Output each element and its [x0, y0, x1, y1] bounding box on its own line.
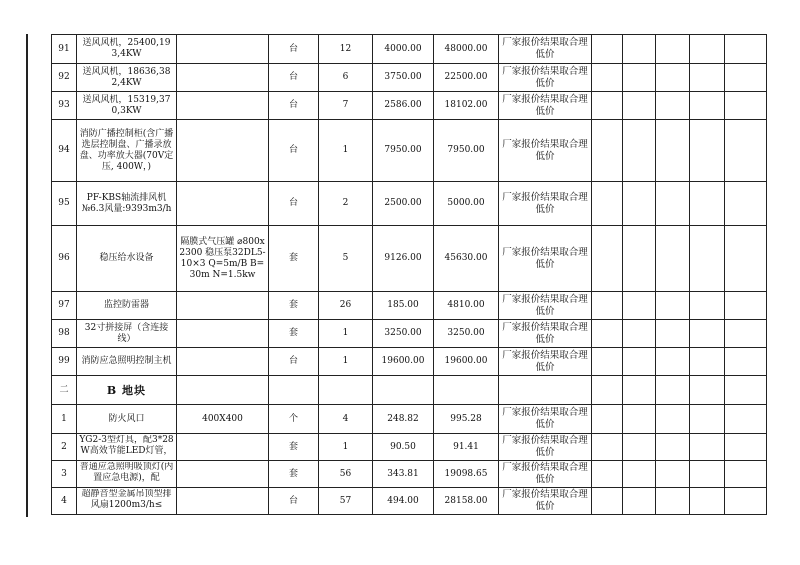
item-qty: 1 [319, 120, 373, 182]
left-margin-rule [26, 34, 28, 517]
item-total: 18102.00 [434, 92, 499, 120]
table-row [52, 226, 767, 292]
table-row [52, 182, 767, 226]
item-remark: 厂家报价结果取合理低价 [499, 434, 592, 461]
table-row [52, 120, 767, 182]
item-total: 3250.00 [434, 320, 499, 348]
item-qty: 4 [319, 405, 373, 434]
item-total: 28158.00 [434, 488, 499, 515]
item-name: 送风风机，15319,370,3KW [77, 92, 177, 120]
item-spec [177, 488, 269, 515]
item-price: 248.82 [373, 405, 434, 434]
item-price: 2586.00 [373, 92, 434, 120]
row-number: 3 [52, 461, 77, 488]
item-remark: 厂家报价结果取合理低价 [499, 35, 592, 64]
table-row [52, 320, 767, 348]
item-name [77, 488, 177, 515]
table-row [52, 35, 767, 64]
item-price: 7950.00 [373, 120, 434, 182]
item-price: 3250.00 [373, 320, 434, 348]
item-name-text: 普通应急照明吸顶灯(内置应急电源)，配 [79, 462, 174, 483]
item-remark: 厂家报价结果取合理低价 [499, 348, 592, 376]
item-unit: 套 [269, 226, 319, 292]
item-name: 32寸拼接屏（含连接线） [77, 320, 177, 348]
item-qty: 1 [319, 320, 373, 348]
item-total: 5000.00 [434, 182, 499, 226]
table-row [52, 434, 767, 461]
row-number: 2 [52, 434, 77, 461]
item-name: 送风风机，25400,193,4KW [77, 35, 177, 64]
item-remark: 厂家报价结果取合理低价 [499, 120, 592, 182]
item-name: 防火风口 [77, 405, 177, 434]
table-row [52, 405, 767, 434]
row-number: 91 [52, 35, 77, 64]
item-name-text: 超静音型金属吊顶型排风扇1200m3/h≤ [81, 489, 172, 510]
table-row [52, 64, 767, 92]
section-number: 二 [52, 376, 77, 405]
item-price: 90.50 [373, 434, 434, 461]
item-price: 3750.00 [373, 64, 434, 92]
item-name-text: YG2-3型灯具，配3*28W高效节能LED灯管， [79, 435, 174, 456]
item-qty: 1 [319, 348, 373, 376]
row-number: 94 [52, 120, 77, 182]
item-price: 9126.00 [373, 226, 434, 292]
item-name [77, 461, 177, 488]
item-name: PF-KBS轴流排风机№6.3风量:9393m3/h [77, 182, 177, 226]
item-unit: 台 [269, 92, 319, 120]
item-remark: 厂家报价结果取合理低价 [499, 226, 592, 292]
item-name [77, 434, 177, 461]
table-row [52, 488, 767, 515]
item-name: 监控防雷器 [77, 292, 177, 320]
item-unit: 套 [269, 461, 319, 488]
item-qty: 1 [319, 434, 373, 461]
item-remark: 厂家报价结果取合理低价 [499, 92, 592, 120]
item-qty: 26 [319, 292, 373, 320]
item-remark: 厂家报价结果取合理低价 [499, 182, 592, 226]
item-name: 稳压给水设备 [77, 226, 177, 292]
item-qty: 12 [319, 35, 373, 64]
item-remark: 厂家报价结果取合理低价 [499, 64, 592, 92]
item-total: 91.41 [434, 434, 499, 461]
row-number: 93 [52, 92, 77, 120]
item-spec [177, 64, 269, 92]
item-spec: 400X400 [177, 405, 269, 434]
item-spec [177, 320, 269, 348]
item-spec [177, 92, 269, 120]
table-row [52, 292, 767, 320]
quotation-table [51, 34, 767, 515]
item-spec: 隔膜式气压罐 ⌀800x2300 稳压泵32DL5-10×3 Q=5m/B B=30m N=1.5kw [177, 226, 269, 292]
row-number: 95 [52, 182, 77, 226]
item-remark: 厂家报价结果取合理低价 [499, 461, 592, 488]
item-spec [177, 434, 269, 461]
row-number: 4 [52, 488, 77, 515]
item-qty: 2 [319, 182, 373, 226]
item-unit: 套 [269, 292, 319, 320]
item-spec [177, 348, 269, 376]
item-remark: 厂家报价结果取合理低价 [499, 488, 592, 515]
item-unit: 台 [269, 488, 319, 515]
item-total: 4810.00 [434, 292, 499, 320]
item-spec [177, 182, 269, 226]
item-price: 343.81 [373, 461, 434, 488]
item-qty: 5 [319, 226, 373, 292]
item-unit: 个 [269, 405, 319, 434]
item-qty: 7 [319, 92, 373, 120]
item-price: 185.00 [373, 292, 434, 320]
row-number: 92 [52, 64, 77, 92]
row-number: 97 [52, 292, 77, 320]
item-spec [177, 461, 269, 488]
item-total: 7950.00 [434, 120, 499, 182]
row-number: 98 [52, 320, 77, 348]
item-price: 4000.00 [373, 35, 434, 64]
item-remark: 厂家报价结果取合理低价 [499, 405, 592, 434]
row-number: 96 [52, 226, 77, 292]
item-unit: 套 [269, 320, 319, 348]
item-qty: 6 [319, 64, 373, 92]
table-row [52, 92, 767, 120]
item-price: 2500.00 [373, 182, 434, 226]
item-qty: 56 [319, 461, 373, 488]
item-unit: 台 [269, 348, 319, 376]
item-unit: 台 [269, 182, 319, 226]
item-remark: 厂家报价结果取合理低价 [499, 320, 592, 348]
item-total: 19600.00 [434, 348, 499, 376]
item-total: 48000.00 [434, 35, 499, 64]
item-total: 45630.00 [434, 226, 499, 292]
item-total: 22500.00 [434, 64, 499, 92]
item-qty: 57 [319, 488, 373, 515]
row-number: 1 [52, 405, 77, 434]
item-total: 19098.65 [434, 461, 499, 488]
item-unit: 台 [269, 120, 319, 182]
table-row [52, 461, 767, 488]
item-unit: 台 [269, 64, 319, 92]
item-total: 995.28 [434, 405, 499, 434]
table-body [52, 35, 767, 515]
item-price: 494.00 [373, 488, 434, 515]
table-row [52, 348, 767, 376]
item-spec [177, 35, 269, 64]
row-number: 99 [52, 348, 77, 376]
item-name: 消防应急照明控制主机 [77, 348, 177, 376]
item-price: 19600.00 [373, 348, 434, 376]
item-unit: 套 [269, 434, 319, 461]
item-unit: 台 [269, 35, 319, 64]
item-spec [177, 120, 269, 182]
item-spec [177, 292, 269, 320]
item-name: 消防广播控制柜(含广播选层控制盘、广播录放盘、功率放大器(70V定压, 400W，) [77, 120, 177, 182]
section-header-row [52, 376, 767, 405]
item-name: 送风风机，18636,382,4KW [77, 64, 177, 92]
section-title: B 地块 [77, 376, 177, 405]
item-remark: 厂家报价结果取合理低价 [499, 292, 592, 320]
